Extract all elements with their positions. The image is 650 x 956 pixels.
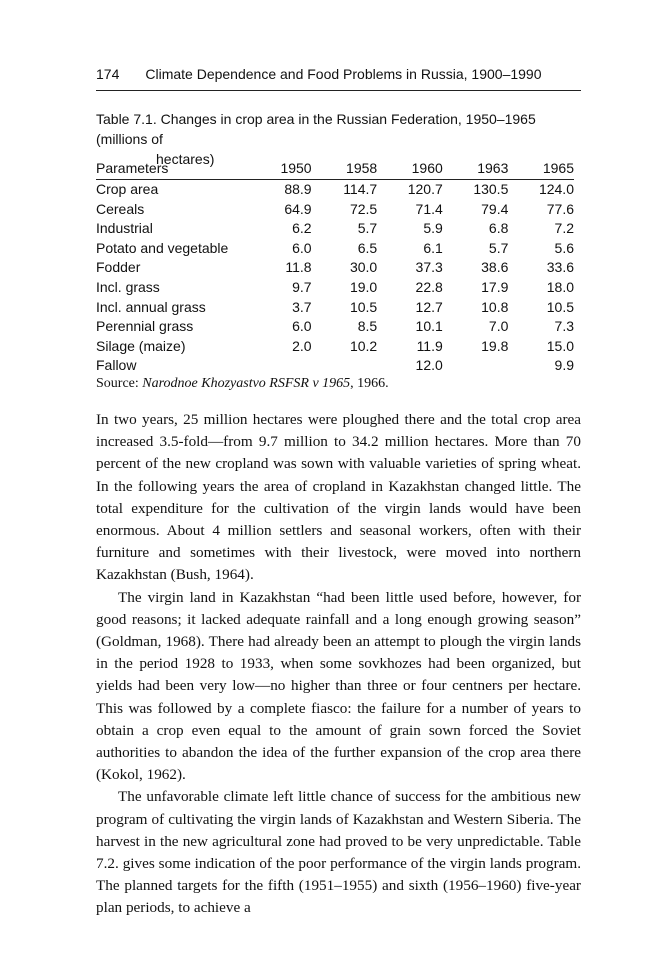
table-row [96, 356, 574, 376]
table-row [96, 258, 574, 278]
table-cell: Crop area [96, 181, 159, 197]
table-cell: 5.7 [488, 239, 509, 256]
table-source [96, 376, 581, 392]
table-cell: 10.2 [349, 337, 378, 354]
table-cell: 7.0 [488, 318, 509, 335]
table-row [96, 298, 574, 318]
table-cell: 22.8 [415, 278, 443, 295]
table-cell: 8.5 [357, 318, 378, 335]
table-cell: 12.7 [415, 298, 443, 315]
table-cell: 72.5 [349, 200, 378, 217]
column-header: 1958 [346, 160, 378, 176]
table-cell: 77.6 [546, 200, 574, 217]
table-cell: 79.4 [481, 200, 509, 217]
source-label: Source: [96, 376, 143, 391]
table-cell: 10.1 [415, 318, 443, 335]
table-cell: Potato and vegetable [96, 239, 229, 256]
table-cell: 37.3 [415, 259, 443, 276]
column-header: 1960 [411, 160, 443, 176]
table-cell: 5.9 [423, 220, 443, 237]
header-rule [96, 90, 581, 91]
table-cell: 7.3 [554, 318, 574, 335]
table-cell: 6.1 [423, 239, 443, 256]
source-rest: , 1966. [350, 376, 389, 391]
running-title: Climate Dependence and Food Problems in Russia, 1900–1990 [145, 66, 542, 82]
column-header: 1963 [477, 160, 509, 176]
table-cell: Fallow [96, 357, 137, 374]
table-row [96, 337, 574, 357]
table-header-row [96, 157, 574, 180]
paragraph: In two years, 25 million hectares were ploughed there and the total crop area increased 3.5-fold—from 9.7 million to 34.2 million hectares. More than 70 percent of the new cropland was sown with valuable varieties of spring wheat. In the following years the area of cropland in Kazakhstan changed little. The total expenditure for the cultivation of the virgin lands would have been enormous. About 4 million settlers and seasonal workers, often with their furniture and sometimes with their livestock, were moved into northern Kazakhstan (Bush, 1964). [96, 411, 581, 584]
table-cell: 124.0 [538, 181, 574, 197]
table-cell: 6.0 [292, 318, 312, 335]
column-header: 1950 [280, 160, 312, 176]
table-cell: 6.2 [292, 220, 312, 237]
table-cell: Incl. annual grass [96, 298, 206, 315]
table-row [96, 278, 574, 298]
table-cell: 6.5 [357, 239, 378, 256]
table-cell: 114.7 [343, 181, 378, 197]
table-cell: 5.7 [357, 220, 378, 237]
table-cell: 30.0 [349, 259, 378, 276]
table-cell: 38.6 [481, 259, 509, 276]
table-cell: 33.6 [546, 259, 574, 276]
table-cell [312, 356, 378, 376]
table-cell: 11.9 [416, 337, 443, 354]
table-cell: 5.6 [554, 239, 574, 256]
table-row [96, 239, 574, 259]
table-cell: 2.0 [292, 337, 312, 354]
table-cell: Incl. grass [96, 278, 160, 295]
page-number: 174 [96, 66, 120, 82]
table-row [96, 219, 574, 239]
table-cell: 10.5 [349, 298, 378, 315]
table-cell: 10.8 [481, 298, 509, 315]
table-cell: 7.2 [554, 220, 574, 237]
source-title: Narodnoe Khozyastvo RSFSR v 1965 [142, 376, 351, 391]
table-cell: 15.0 [546, 337, 574, 354]
table-row [96, 200, 574, 220]
table-cell: 71.4 [415, 200, 443, 217]
table-cell: 64.9 [284, 200, 312, 217]
table-cell: Industrial [96, 220, 153, 237]
table-cell: 12.0 [415, 357, 443, 374]
table-cell: 130.5 [473, 181, 509, 197]
table-cell: 3.7 [292, 298, 312, 315]
table-cell: Fodder [96, 259, 141, 276]
table-cell: 6.8 [488, 220, 509, 237]
table-caption-line2: hectares) [156, 151, 215, 167]
paragraph: The virgin land in Kazakhstan “had been little used before, however, for good reasons; it lacked adequate rainfall and a long enough growing season” (Goldman, 1968). There had already been an attempt to plough the virgin lands in the period 1928 to 1933, when some sovkhozes had been organized, but yields had been very low—no higher than three or four centners per hectare. This was followed by a complete fiasco: the failure for a number of years to obtain a crop even equal to the amount of grain sown forced the Soviet authorities to abandon the idea of the further expansion of the crop area there (Kokol, 1962). [96, 588, 581, 784]
table-cell: 88.9 [284, 181, 312, 197]
table-cell: Perennial grass [96, 318, 194, 335]
table-cell: 19.8 [481, 337, 509, 354]
table-cell: 17.9 [481, 278, 509, 295]
column-header: Parameters [96, 160, 169, 176]
table-cell: 19.0 [349, 278, 378, 295]
table-cell: 9.9 [554, 357, 574, 374]
table-cell [246, 356, 312, 376]
table-row [96, 180, 574, 200]
table-cell [443, 356, 509, 376]
running-head [96, 66, 581, 82]
table-body [96, 180, 574, 376]
table-cell: 11.8 [285, 259, 312, 276]
table-caption-line1: Table 7.1. Changes in crop area in the Russian Federation, 1950–1965 (millions of [96, 111, 536, 147]
table-cell: 10.5 [546, 298, 574, 315]
table-cell: 120.7 [407, 181, 443, 197]
column-header: 1965 [542, 160, 574, 176]
table-cell: 9.7 [292, 278, 312, 295]
table-cell: Silage (maize) [96, 337, 186, 354]
crop-area-table [96, 157, 574, 376]
table-row [96, 317, 574, 337]
paragraph: The unfavorable climate left little chance of success for the ambitious new program of cultivating the virgin lands of Kazakhstan and Western Siberia. The harvest in the new agricultural zone had proved to be very unpredictable. Table 7.2. gives some indication of the poor performance of the virgin lands program. The planned targets for the fifth (1951–1955) and sixth (1956–1960) five-year plan periods, to achieve a [96, 788, 581, 917]
table-cell: Cereals [96, 200, 145, 217]
table-cell: 18.0 [546, 278, 574, 295]
body-text [96, 409, 581, 920]
table-cell: 6.0 [292, 239, 312, 256]
